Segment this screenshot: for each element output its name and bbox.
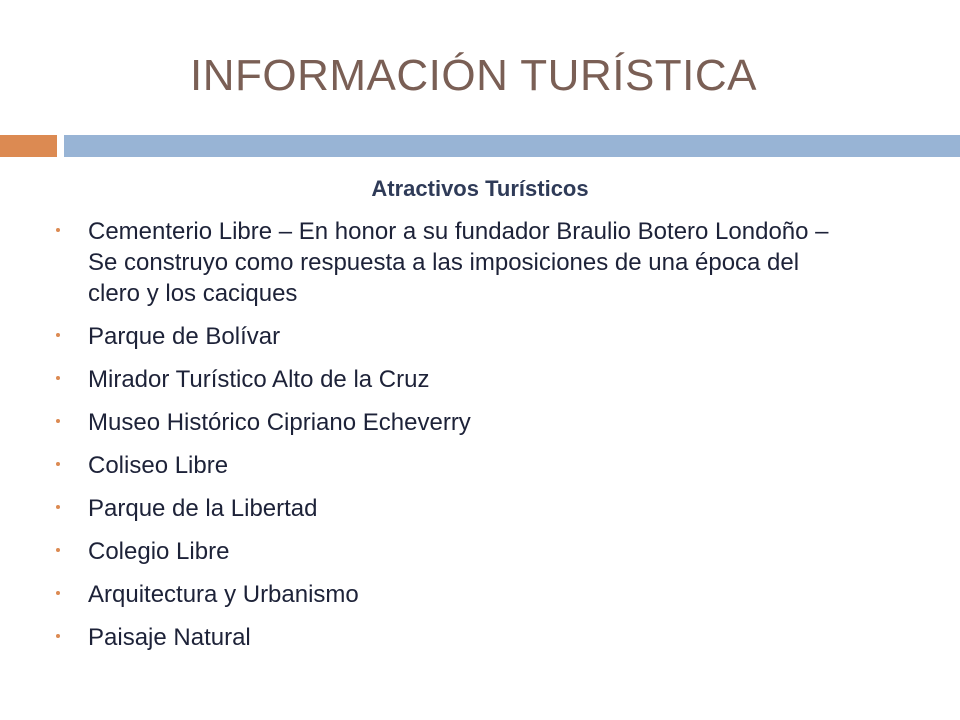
list-item	[56, 493, 936, 524]
bullet-dot-icon	[56, 376, 60, 380]
list-item	[56, 536, 936, 567]
accent-bar-orange	[0, 135, 57, 157]
bullet-dot-icon	[56, 634, 60, 638]
list-item-text: Colegio Libre	[88, 538, 230, 565]
accent-bar-blue	[64, 135, 960, 157]
list-item-text: Parque de Bolívar	[88, 323, 281, 350]
list-item-text: Mirador Turístico Alto de la Cruz	[88, 366, 430, 393]
bullet-dot-icon	[56, 591, 60, 595]
bullet-dot-icon	[56, 333, 60, 337]
bullet-dot-icon	[56, 462, 60, 466]
list-item	[56, 216, 848, 309]
bullet-dot-icon	[56, 228, 60, 232]
list-item-text: Parque de la Libertad	[88, 495, 318, 522]
list-item	[56, 321, 936, 352]
bullet-dot-icon	[56, 505, 60, 509]
list-item	[56, 579, 936, 610]
list-item	[56, 450, 936, 481]
slide-title: INFORMACIÓN TURÍSTICA	[190, 51, 758, 100]
bullet-dot-icon	[56, 419, 60, 423]
list-item-text: Museo Histórico Cipriano Echeverry	[88, 409, 471, 436]
list-item-text: Coliseo Libre	[88, 452, 229, 479]
list-item-text: Paisaje Natural	[88, 624, 251, 651]
list-item-text: Cementerio Libre – En honor a su fundador Braulio Botero Londoño – Se construyo como respuesta a las imposiciones de una época del clero y los caciques	[88, 218, 829, 307]
section-heading: Atractivos Turísticos	[371, 176, 589, 201]
list-item	[56, 622, 936, 653]
list-item	[56, 407, 936, 438]
attractions-list	[56, 216, 936, 665]
list-item-text: Arquitectura y Urbanismo	[88, 581, 359, 608]
list-item	[56, 364, 936, 395]
bullet-dot-icon	[56, 548, 60, 552]
